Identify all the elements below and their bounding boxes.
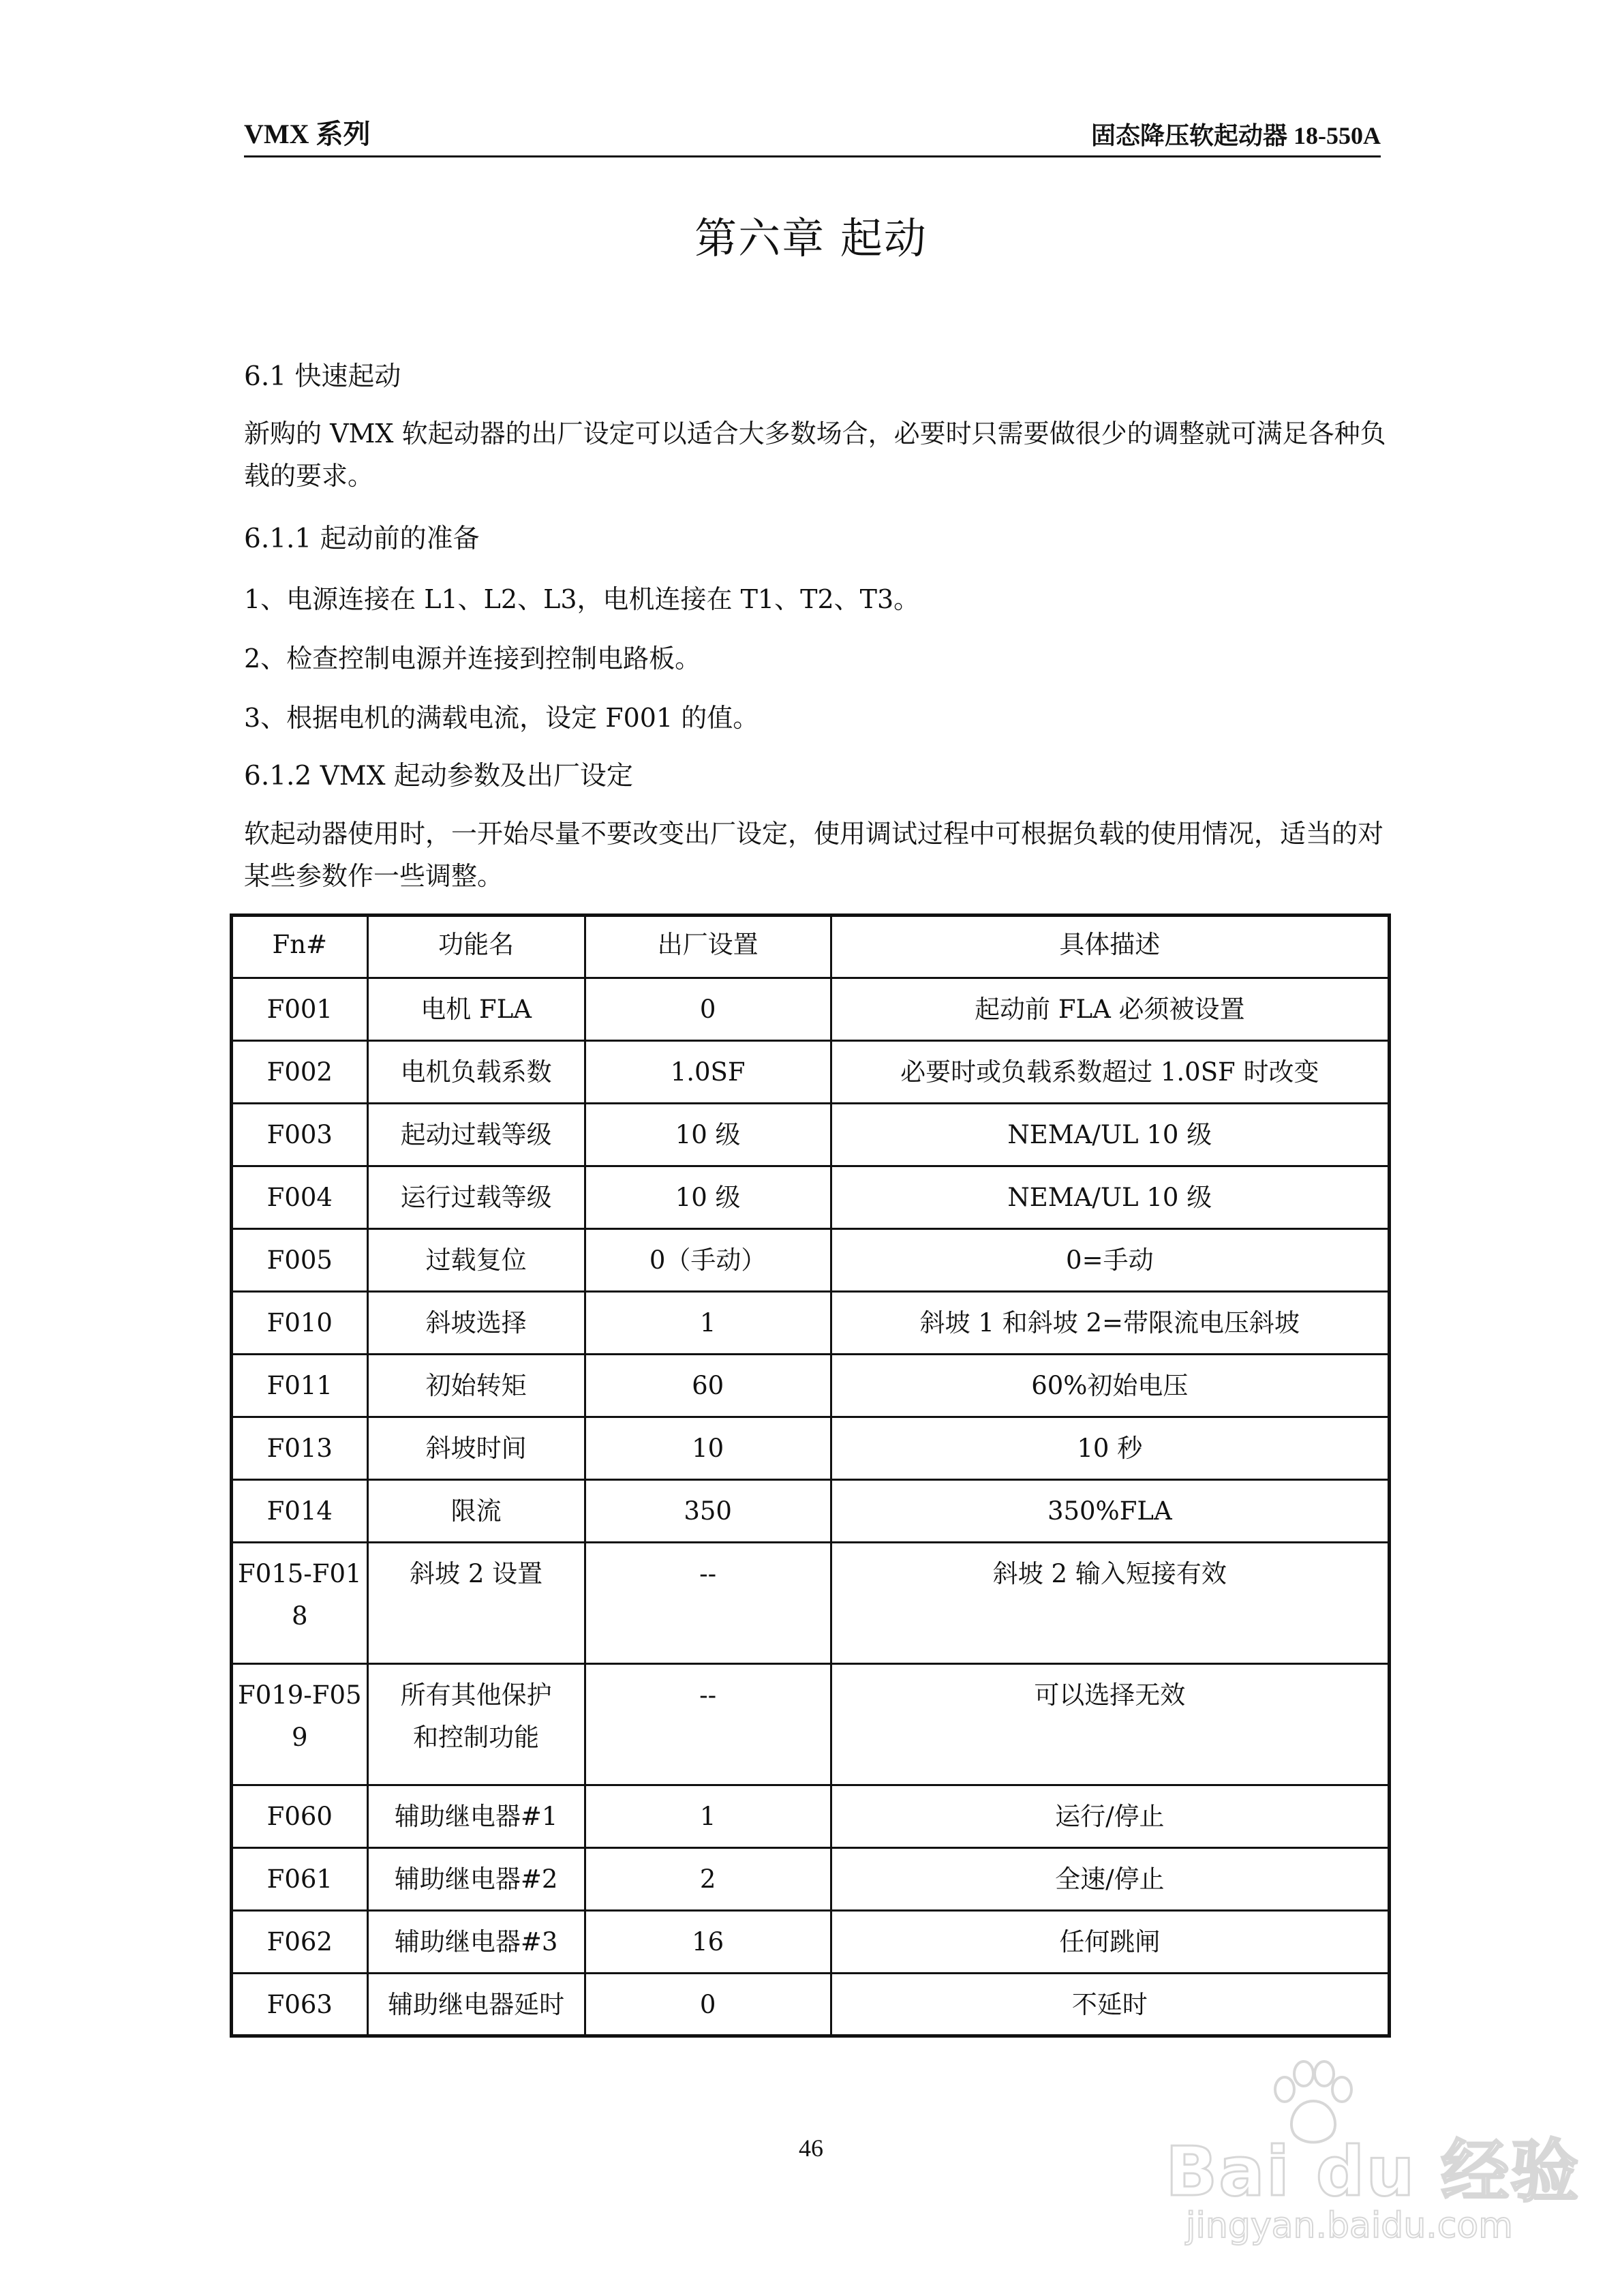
cell-description: 不延时 [831,1974,1389,2036]
cell-function: 斜坡 2 设置 [367,1543,585,1664]
col-fn: Fn# [232,916,368,978]
cell-setting: 1 [585,1785,831,1848]
table-row [232,1543,1390,1664]
cell-description: 起动前 FLA 必须被设置 [831,978,1389,1041]
cell-description: 0=手动 [831,1229,1389,1292]
table-row [232,1355,1390,1417]
table-row [232,1041,1390,1104]
prep-item-2: 2、检查控制电源并连接到控制电路板。 [244,644,701,674]
cell-description: NEMA/UL 10 级 [831,1104,1389,1166]
cell-function: 过载复位 [367,1229,585,1292]
watermark-brand: Bai du 经验 [1165,2132,1580,2211]
cell-setting: 10 级 [585,1166,831,1229]
table-row [232,1166,1390,1229]
cell-setting: 0 [585,978,831,1041]
cell-description: 可以选择无效 [831,1664,1389,1785]
cell-fn: F005 [232,1229,368,1292]
cell-function: 辅助继电器#2 [367,1848,585,1911]
cell-setting: 1 [585,1292,831,1355]
cell-function: 辅助继电器#1 [367,1785,585,1848]
cell-function: 辅助继电器延时 [367,1974,585,2036]
cell-function: 电机 FLA [367,978,585,1041]
table-row [232,1785,1390,1848]
watermark-url: jingyan.baidu.com [1186,2205,1513,2246]
cell-function: 起动过载等级 [367,1104,585,1166]
cell-setting: 10 级 [585,1104,831,1166]
cell-description: 任何跳闸 [831,1911,1389,1974]
cell-fn: F001 [232,978,368,1041]
cell-fn: F060 [232,1785,368,1848]
col-function-name: 功能名 [367,916,585,978]
cell-setting: -- [585,1664,831,1785]
cell-setting: 1.0SF [585,1041,831,1104]
cell-setting: 10 [585,1417,831,1480]
section-6-1-text: 新购的 VMX 软起动器的出厂设定可以适合大多数场合，必要时只需要做很少的调整就可满足各种负载的要求。 [244,419,1386,491]
section-6-1-heading: 6.1 快速起动 [244,361,401,392]
header-product: 固态降压软起动器 18-550A [1091,122,1381,149]
page-header [244,115,1381,157]
section-6-1-2-text: 软起动器使用时，一开始尽量不要改变出厂设定，使用调试过程中可根据负载的使用情况，适当的对某些参数作一些调整。 [244,819,1384,891]
table-header-row [232,916,1390,978]
prep-item-1: 1、电源连接在 L1、L2、L3，电机连接在 T1、T2、T3。 [244,584,920,614]
cell-setting: 350 [585,1480,831,1543]
cell-description: 10 秒 [831,1417,1389,1480]
cell-description: NEMA/UL 10 级 [831,1166,1389,1229]
parameter-table [230,913,1391,2038]
cell-description: 必要时或负载系数超过 1.0SF 时改变 [831,1041,1389,1104]
cell-fn: F063 [232,1974,368,2036]
col-description: 具体描述 [831,916,1389,978]
cell-function: 斜坡时间 [367,1417,585,1480]
cell-fn: F004 [232,1166,368,1229]
table-row [232,1848,1390,1911]
cell-description: 运行/停止 [831,1785,1389,1848]
header-series: VMX 系列 [244,119,371,149]
cell-description: 60%初始电压 [831,1355,1389,1417]
cell-function: 运行过载等级 [367,1166,585,1229]
table-row [232,1229,1390,1292]
cell-fn: F010 [232,1292,368,1355]
prep-item-3: 3、根据电机的满载电流，设定 F001 的值。 [244,703,759,733]
cell-fn: F014 [232,1480,368,1543]
table-row [232,1911,1390,1974]
table-row [232,1974,1390,2036]
cell-fn: F002 [232,1041,368,1104]
page-number: 46 [799,2134,823,2162]
cell-fn: F003 [232,1104,368,1166]
cell-setting: 2 [585,1848,831,1911]
cell-setting: 0（手动） [585,1229,831,1292]
cell-function: 所有其他保护和控制功能 [367,1664,585,1785]
cell-setting: 60 [585,1355,831,1417]
table-row [232,1104,1390,1166]
cell-setting: 16 [585,1911,831,1974]
cell-function: 限流 [367,1480,585,1543]
cell-fn: F011 [232,1355,368,1417]
cell-fn: F013 [232,1417,368,1480]
watermark [1118,2045,1595,2270]
cell-description: 350%FLA [831,1480,1389,1543]
table-row [232,1480,1390,1543]
cell-setting: -- [585,1543,831,1664]
cell-description: 斜坡 1 和斜坡 2=带限流电压斜坡 [831,1292,1389,1355]
table-row [232,1417,1390,1480]
col-factory-setting: 出厂设置 [585,916,831,978]
cell-fn: F061 [232,1848,368,1911]
cell-description: 全速/停止 [831,1848,1389,1911]
cell-function: 电机负载系数 [367,1041,585,1104]
cell-fn: F019-F059 [232,1664,368,1785]
section-6-1-2-heading: 6.1.2 VMX 起动参数及出厂设定 [244,761,633,791]
cell-function: 斜坡选择 [367,1292,585,1355]
table-row [232,1292,1390,1355]
cell-description: 斜坡 2 输入短接有效 [831,1543,1389,1664]
table-row [232,1664,1390,1785]
section-6-1-1-heading: 6.1.1 起动前的准备 [244,524,480,554]
cell-function: 辅助继电器#3 [367,1911,585,1974]
table-row [232,978,1390,1041]
cell-setting: 0 [585,1974,831,2036]
cell-fn: F062 [232,1911,368,1974]
cell-fn: F015-F018 [232,1543,368,1664]
chapter-title: 第六章 起动 [694,213,928,263]
cell-function: 初始转矩 [367,1355,585,1417]
